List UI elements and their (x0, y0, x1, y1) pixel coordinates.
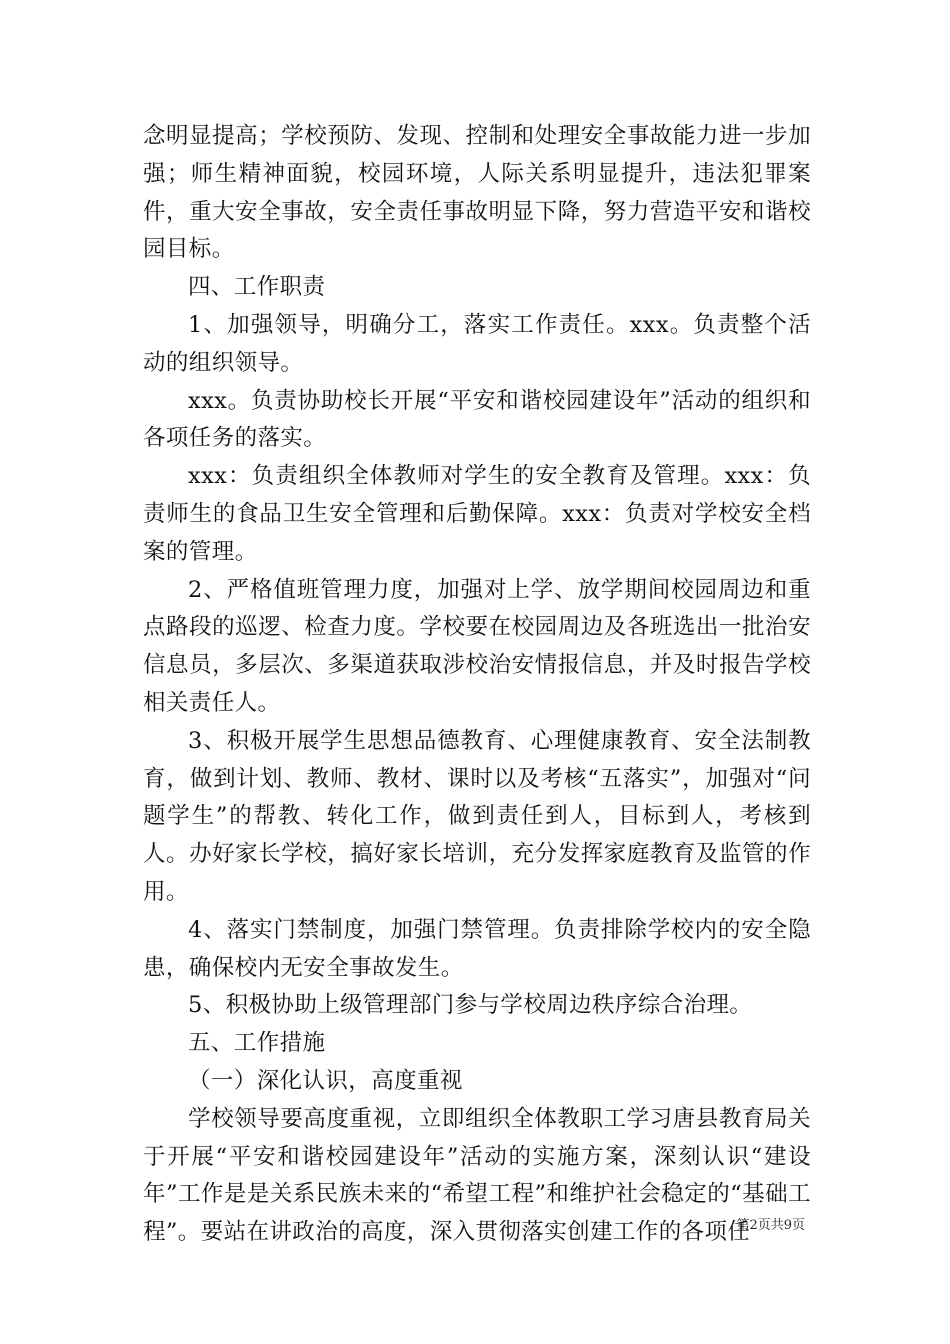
subsection-heading-awareness: （一）深化认识，高度重视 (188, 1067, 463, 1094)
paragraph-awareness: 学校领导要高度重视，立即组织全体教职工学习唐县教育局关于开展“平安和谐校园建设年”活动的实施方案，深刻认识“建设年”工作是是关系民族未来的“希望工程”和维护社会稳定的“基础工程”。要站在讲政治的高度，深入贯彻落实创建工作的各项任 (143, 1105, 811, 1246)
section-heading-measures: 五、工作措施 (188, 1030, 326, 1057)
paragraph-item-2: 2、严格值班管理力度，加强对上学、放学期间校园周边和重点路段的巡逻、检查力度。学校要在校园周边及各班选出一批治安信息员，多层次、多渠道获取涉校治安情报信息，并及时报告学校相关责任人。 (143, 576, 811, 716)
paragraph-item-1-duties: xxx：负责组织全体教师对学生的安全教育及管理。xxx：负责师生的食品卫生安全管理和后勤保障。xxx：负责对学校安全档案的管理。 (143, 463, 811, 565)
paragraph-item-1-assist: xxx。负责协助校长开展“平安和谐校园建设年”活动的组织和各项任务的落实。 (143, 387, 811, 452)
paragraph-item-5: 5、积极协助上级管理部门参与学校周边秩序综合治理。 (188, 992, 753, 1019)
section-heading-responsibilities: 四、工作职责 (188, 274, 326, 301)
paragraph-item-3: 3、积极开展学生思想品德教育、心理健康教育、安全法制教育，做到计划、教师、教材、课时以及考核“五落实”，加强对“问题学生”的帮教、转化工作，做到责任到人，目标到人，考核到人。办好家长学校，搞好家长培训，充分发挥家庭教育及监管的作用。 (143, 727, 811, 905)
paragraph-item-1: 1、加强领导，明确分工，落实工作责任。xxx。负责整个活动的组织领导。 (143, 311, 811, 376)
page-number-footer: 第2页共9页 (736, 1218, 805, 1233)
document-body (143, 118, 811, 1252)
paragraph-goals-continued: 念明显提高；学校预防、发现、控制和处理安全事故能力进一步加强；师生精神面貌，校园环境，人际关系明显提升，违法犯罪案件，重大安全事故，安全责任事故明显下降，努力营造平安和谐校园目标。 (143, 123, 811, 263)
paragraph-item-4: 4、落实门禁制度，加强门禁管理。负责排除学校内的安全隐患，确保校内无安全事故发生。 (143, 916, 811, 981)
